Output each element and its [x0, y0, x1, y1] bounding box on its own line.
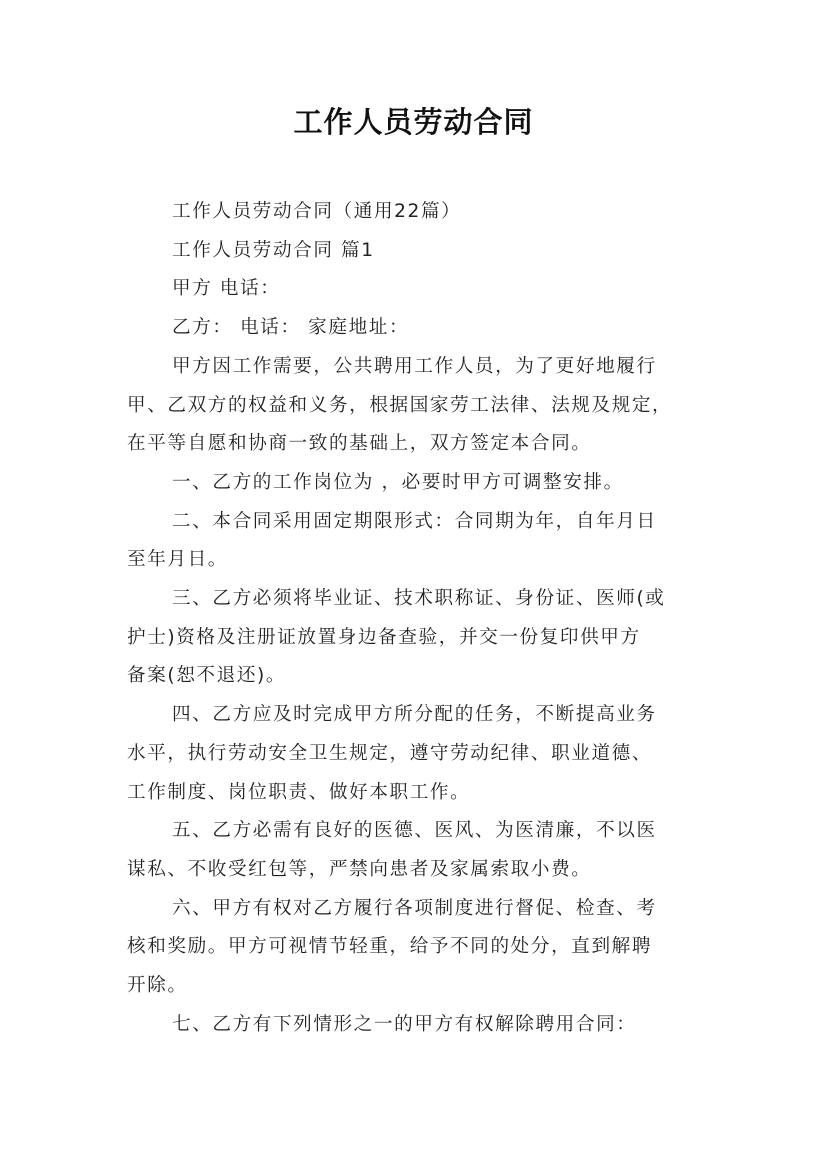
paragraph-line: 四、乙方应及时完成甲方所分配的任务，不断提高业务 — [172, 704, 657, 726]
document-paragraph — [127, 580, 712, 696]
document-paragraph — [127, 309, 712, 348]
paragraph-line: 五、乙方必需有良好的医德、医风、为医清廉，不以医 — [172, 820, 657, 842]
document-paragraph — [127, 696, 712, 812]
paragraph-line: 甲、乙双方的权益和义务，根据国家劳工法律、法规及规定， — [127, 394, 673, 416]
paragraph-line: 开除。 — [127, 975, 188, 997]
document-body — [127, 193, 712, 1044]
paragraph-line: 一、乙方的工作岗位为 ，必要时甲方可调整安排。 — [172, 471, 624, 493]
document-paragraph — [127, 464, 712, 503]
paragraph-line: 谋私、不收受红包等，严禁向患者及家属索取小费。 — [127, 858, 592, 880]
paragraph-line: 核和奖励。甲方可视情节轻重，给予不同的处分，直到解聘 — [127, 936, 653, 958]
document-paragraph — [127, 890, 712, 1006]
paragraph-line: 在平等自愿和协商一致的基础上，双方签定本合同。 — [127, 433, 592, 455]
paragraph-line: 工作人员劳动合同（通用22篇） — [172, 201, 462, 222]
document-paragraph — [127, 1006, 712, 1045]
document-paragraph — [127, 270, 712, 309]
document-paragraph — [127, 232, 712, 271]
document-paragraph — [127, 348, 712, 464]
paragraph-line: 工作制度、岗位职责、做好本职工作。 — [127, 781, 471, 803]
paragraph-line: 七、乙方有下列情形之一的甲方有权解除聘用合同： — [172, 1013, 637, 1035]
paragraph-line: 护士)资格及注册证放置身边备查验，并交一份复印供甲方 — [127, 626, 641, 648]
paragraph-line: 六、甲方有权对乙方履行各项制度进行督促、检查、考 — [172, 897, 657, 919]
paragraph-line: 至年月日。 — [127, 549, 228, 571]
document-title: 工作人员劳动合同 — [293, 105, 534, 139]
paragraph-line: 甲方因工作需要，公共聘用工作人员，为了更好地履行 — [172, 355, 657, 377]
paragraph-line: 三、乙方必须将毕业证、技术职称证、身份证、医师(或 — [172, 588, 666, 610]
document-paragraph — [127, 193, 712, 232]
document-paragraph — [127, 503, 712, 580]
paragraph-line: 工作人员劳动合同 篇1 — [172, 239, 375, 261]
paragraph-line: 水平，执行劳动安全卫生规定，遵守劳动纪律、职业道德、 — [127, 742, 653, 764]
paragraph-line: 二、本合同采用固定期限形式：合同期为年，自年月日 — [172, 510, 657, 532]
paragraph-line: 备案(恕不退还)。 — [127, 665, 287, 687]
document-paragraph — [127, 812, 712, 889]
paragraph-line: 乙方： 电话： 家庭地址： — [172, 317, 410, 339]
paragraph-line: 甲方 电话： — [172, 278, 281, 300]
